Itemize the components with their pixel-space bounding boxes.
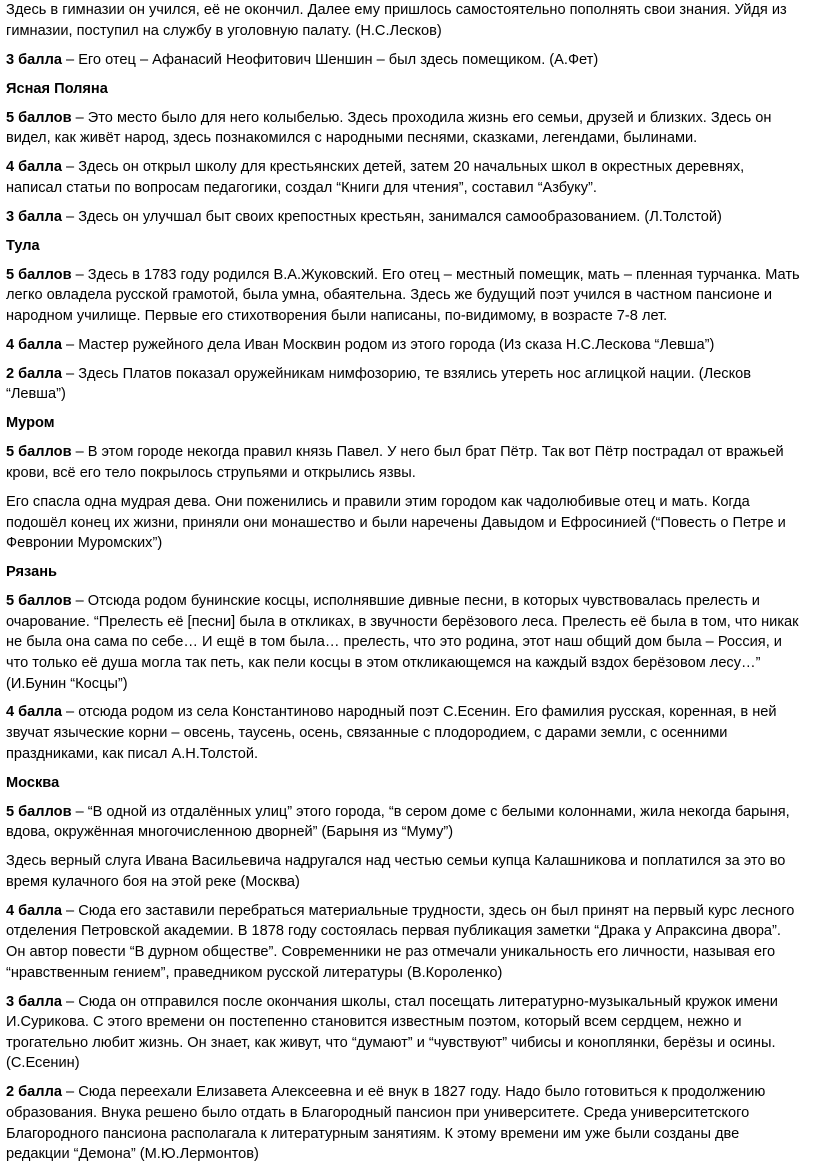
score-label: 4 балла: [6, 159, 62, 176]
section-heading-yasnaya-polyana: Ясная Поляна: [6, 80, 108, 97]
paragraph-text: Здесь верный слуга Ивана Васильевича надругался над честью семьи купца Калашникова и поплатился за это во время кулачного боя на этой реке (Москва): [6, 853, 786, 890]
score-label: 5 баллов: [6, 266, 72, 283]
paragraph-text: – Это место было для него колыбелью. Здесь проходила жизнь его семьи, друзей и близких. Здесь он видел, как живёт народ, здесь познакомился с народными песнями, сказками, легендами, былинами.: [6, 109, 772, 147]
paragraph-tula-5: [6, 265, 802, 327]
paragraph-text: – Сюда его заставили перебраться материальные трудности, здесь он был принят на первый курс лесного отделения Петровской академии. В 1878 году состоялась первая публикация заметки “Драка у Апраксина двора”. Он автор повести “В дурном обществе”. Современники не раз отмечали уникальность его личности, называя его “нравственным гением”, праведником русской литературы (В.Короленко): [6, 902, 795, 981]
paragraph-text: – отсюда родом из села Константиново народный поэт С.Есенин. Его фамилия русская, коренная, в ней звучат языческие корни – овсень, таусень, осень, связанные с плодородием, с дарами земли, с осенними праздниками, как писал А.Н.Толстой.: [6, 704, 777, 762]
paragraph-tula-4: [6, 335, 802, 356]
paragraph-moskva-3: [6, 992, 802, 1074]
paragraph-moskva-2: [6, 1082, 802, 1164]
paragraph-text: – Здесь он открыл школу для крестьянских детей, затем 20 начальных школ в окрестных деревнях, написал статьи по вопросам педагогики, создал “Книги для чтения”, составил “Азбуку”.: [6, 159, 745, 196]
score-label: 4 балла: [6, 336, 62, 353]
score-label: 5 баллов: [6, 109, 72, 126]
paragraph-text: Здесь в гимназии он учился, её не окончил. Далее ему пришлось самостоятельно пополнять свои знания. Уйдя из гимназии, поступил на службу в уголовную палату. (Н.С.Лесков): [6, 2, 787, 39]
paragraph-fet: [6, 50, 802, 71]
paragraph-ryazan-5: [6, 591, 802, 694]
score-label: 3 балла: [6, 993, 62, 1010]
paragraph-text: – Сюда переехали Елизавета Алексеевна и её внук в 1827 году. Надо было готовиться к продолжению образования. Внука решено было отдать в Благородный пансион при университете. Среда университетского Благородного пансиона располагала к литературным занятиям. К этому времени им уже были созданы две редакции “Демона” (М.Ю.Лермонтов): [6, 1084, 766, 1163]
score-label: 4 балла: [6, 902, 62, 919]
paragraph-text: – Сюда он отправился после окончания школы, стал посещать литературно-музыкальный кружок имени И.Сурикова. С этого времени он постепенно становится известным поэтом, который всем сердцем, нежно и трогательно любит жизнь. Он знает, как живут, что “думают” и “чувствуют” чибисы и коноплянки, берёзы и осины. (С.Есенин): [6, 993, 778, 1072]
paragraph-yasnaya-4: [6, 157, 802, 198]
score-label: 5 баллов: [6, 803, 72, 820]
section-heading-murom: Муром: [6, 415, 55, 432]
paragraph-murom-continuation: [6, 492, 802, 554]
paragraph-text: – Здесь в 1783 году родился В.А.Жуковский. Его отец – местный помещик, мать – пленная турчанка. Мать легко овладела русской грамотой, была умна, обаятельна. Здесь же будущий поэт учился в частном пансионе и народном училище. Первые его стихотворения были написаны, по-видимому, в возрасте 7-8 лет.: [6, 266, 800, 324]
score-label: 2 балла: [6, 365, 62, 382]
paragraph-yasnaya-5: [6, 108, 802, 149]
paragraph-text: – Его отец – Афанасий Неофитович Шеншин – был здесь помещиком. (А.Фет): [61, 51, 599, 68]
paragraph-moskva-continuation: [6, 851, 802, 892]
section-heading-tula: Тула: [6, 237, 40, 254]
paragraph-ryazan-4: [6, 702, 802, 764]
paragraph-text: Его спасла одна мудрая дева. Они поженились и правили этим городом как чадолюбивые отец и мать. Когда подошёл конец их жизни, приняли они монашество и были наречены Давыдом и Ефросинией (“Повесть о Петре и Февронии Муромских”): [6, 493, 786, 552]
paragraph-murom-5: [6, 442, 802, 483]
paragraph-text: – “В одной из отдалённых улиц” этого города, “в сером доме с белыми колоннами, жила некогда барыня, вдова, окружённая многочисленною дворней” (Барыня из “Муму”): [6, 803, 790, 841]
score-label: 3 балла: [6, 51, 62, 68]
score-label: 5 баллов: [6, 444, 72, 461]
paragraph-leskov-gymnasium: [6, 0, 802, 41]
paragraph-text: – Здесь Платов показал оружейникам нимфозорию, те взялись утереть нос аглицкой нации. (Лесков “Левша”): [6, 365, 752, 403]
score-label: 2 балла: [6, 1084, 62, 1101]
paragraph-moskva-4: [6, 901, 802, 983]
section-heading-ryazan: Рязань: [6, 564, 58, 581]
score-label: 4 балла: [6, 704, 62, 721]
score-label: 3 балла: [6, 208, 62, 225]
paragraph-text: – В этом городе некогда правил князь Павел. У него был брат Пётр. Так вот Пётр пострадал от вражьей крови, всё его тело покрылось струпьями и открылись язвы.: [6, 444, 784, 481]
section-heading-moskva: Москва: [6, 774, 60, 791]
paragraph-moskva-5: [6, 802, 802, 843]
paragraph-text: – Здесь он улучшал быт своих крепостных крестьян, занимался самообразованием. (Л.Толстой): [61, 208, 722, 225]
paragraph-yasnaya-3: [6, 207, 802, 228]
score-label: 5 баллов: [6, 593, 72, 610]
paragraph-tula-2: [6, 364, 802, 405]
paragraph-text: – Мастер ружейного дела Иван Москвин родом из этого города (Из сказа Н.С.Лескова “Левша”): [61, 336, 715, 353]
paragraph-text: – Отсюда родом бунинские косцы, исполнявшие дивные песни, в которых чувствовалась прелесть и очарование. “Прелесть её [песни] была в откликах, в звучности берёзового леса. Прелесть её была в том, что никак не была она сама по себе… И ещё в том была… прелесть, что это родина, этот наш общий дом была – Россия, и что только её душа могла так петь, как пели косцы в этом откликающемся на каждый вздох берёзовом лесу…” (И.Бунин “Косцы”): [6, 593, 799, 692]
